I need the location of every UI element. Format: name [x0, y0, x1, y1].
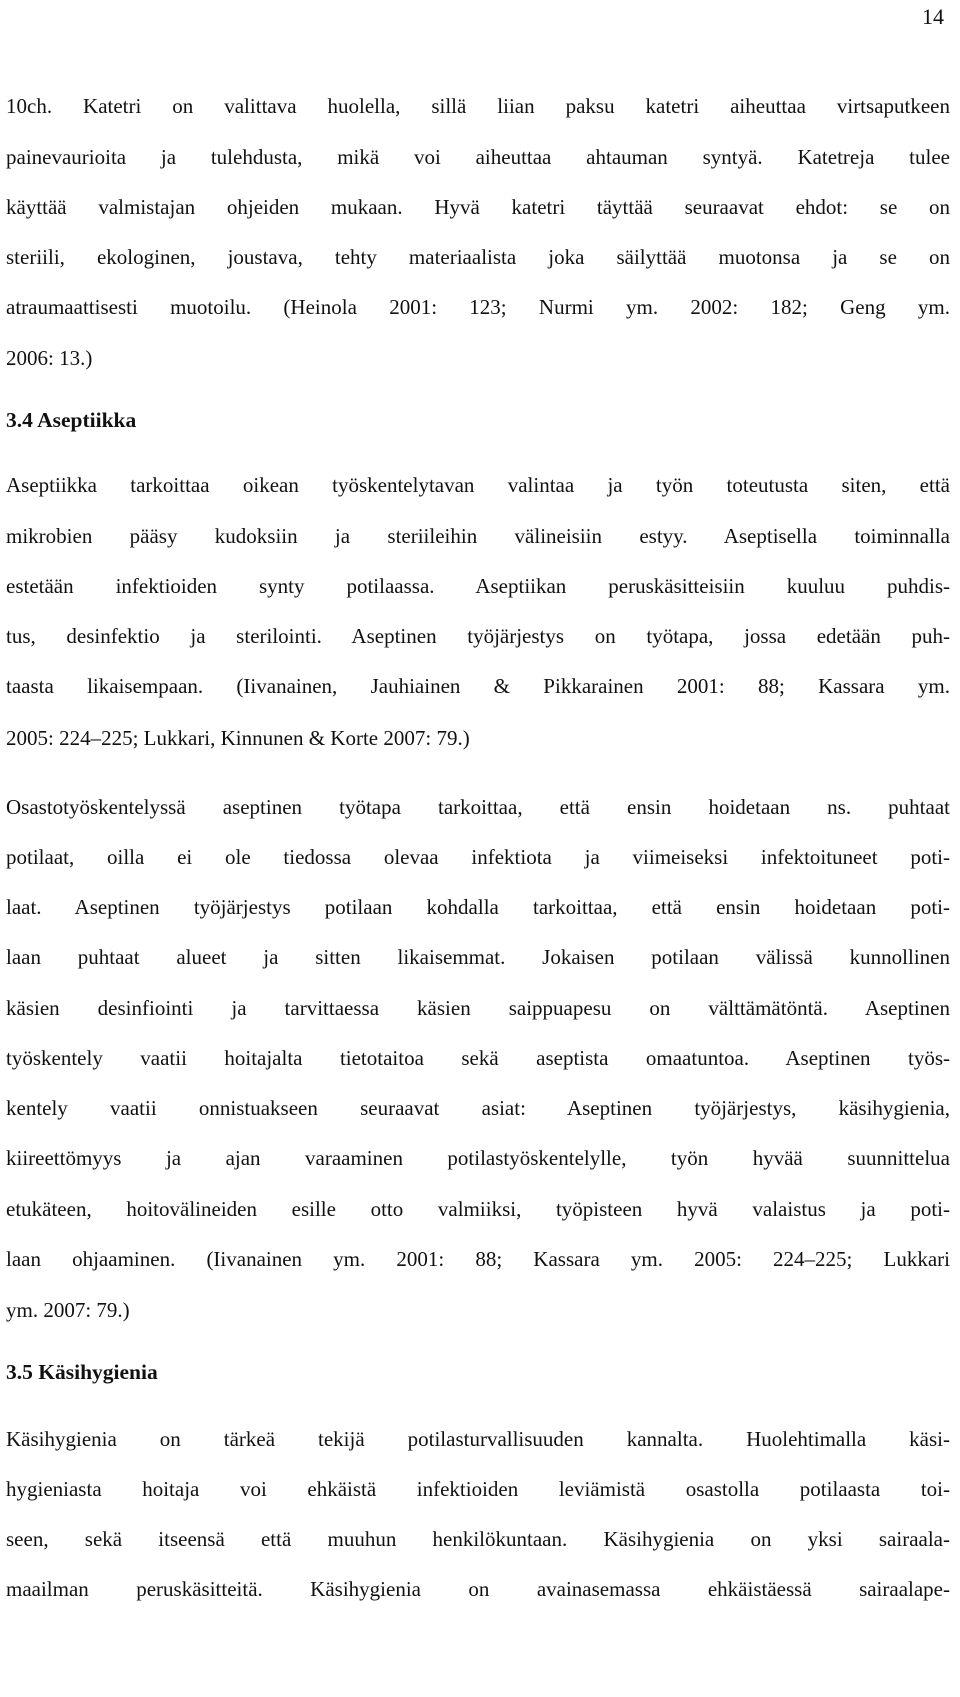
paragraph-4-line-3: seen, sekä itseensä että muuhun henkilökuntaan. Käsihygienia on yksi sairaala-	[6, 1527, 950, 1551]
paragraph-2-line-6: 2005: 224–225; Lukkari, Kinnunen & Korte 2007: 79.)	[6, 726, 470, 750]
paragraph-2-line-2: mikrobien pääsy kudoksiin ja steriileihin välineisiin estyy. Aseptisella toiminnalla	[6, 524, 950, 548]
paragraph-4-line-2: hygieniasta hoitaja voi ehkäistä infektioiden leviämistä osastolla potilaasta toi-	[6, 1477, 950, 1501]
paragraph-1-line-1: 10ch. Katetri on valittava huolella, sillä liian paksu katetri aiheuttaa virtsaputkeen	[6, 94, 950, 118]
paragraph-3-line-8: kiireettömyys ja ajan varaaminen potilastyöskentelylle, työn hyvää suunnittelua	[6, 1146, 950, 1170]
paragraph-3-line-3: laat. Aseptinen työjärjestys potilaan kohdalla tarkoittaa, että ensin hoidetaan poti-	[6, 895, 950, 919]
paragraph-3-line-7: kentely vaatii onnistuakseen seuraavat asiat: Aseptinen työjärjestys, käsihygienia,	[6, 1096, 950, 1120]
paragraph-3-line-11: ym. 2007: 79.)	[6, 1298, 130, 1322]
paragraph-1-line-4: steriili, ekologinen, joustava, tehty materiaalista joka säilyttää muotonsa ja se on	[6, 245, 950, 269]
paragraph-3-line-5: käsien desinfiointi ja tarvittaessa käsien saippuapesu on välttämätöntä. Aseptinen	[6, 996, 950, 1020]
paragraph-2-line-4: tus, desinfektio ja sterilointi. Aseptinen työjärjestys on työtapa, jossa edetään puh-	[6, 624, 950, 648]
section-heading-aseptiikka: 3.4 Aseptiikka	[6, 408, 137, 432]
paragraph-3-line-2: potilaat, oilla ei ole tiedossa olevaa infektiota ja viimeiseksi infektoituneet poti-	[6, 845, 950, 869]
paragraph-3-line-4: laan puhtaat alueet ja sitten likaisemmat. Jokaisen potilaan välissä kunnollinen	[6, 945, 950, 969]
page-number: 14	[922, 4, 944, 29]
paragraph-3-line-6: työskentely vaatii hoitajalta tietotaitoa sekä aseptista omaatuntoa. Aseptinen työs-	[6, 1046, 950, 1070]
paragraph-3-line-9: etukäteen, hoitovälineiden esille otto valmiiksi, työpisteen hyvä valaistus ja poti-	[6, 1197, 950, 1221]
paragraph-3-line-1: Osastotyöskentelyssä aseptinen työtapa tarkoittaa, että ensin hoidetaan ns. puhtaat	[6, 795, 950, 819]
section-heading-kasihygienia: 3.5 Käsihygienia	[6, 1360, 158, 1384]
paragraph-1-line-3: käyttää valmistajan ohjeiden mukaan. Hyvä katetri täyttää seuraavat ehdot: se on	[6, 195, 950, 219]
paragraph-2-line-5: taasta likaisempaan. (Iivanainen, Jauhiainen & Pikkarainen 2001: 88; Kassara ym.	[6, 674, 950, 698]
paragraph-1-line-5: atraumaattisesti muotoilu. (Heinola 2001: 123; Nurmi ym. 2002: 182; Geng ym.	[6, 295, 950, 319]
paragraph-4-line-1: Käsihygienia on tärkeä tekijä potilasturvallisuuden kannalta. Huolehtimalla käsi-	[6, 1427, 950, 1451]
paragraph-2-line-3: estetään infektioiden synty potilaassa. Aseptiikan peruskäsitteisiin kuuluu puhdis-	[6, 574, 950, 598]
paragraph-3-line-10: laan ohjaaminen. (Iivanainen ym. 2001: 88; Kassara ym. 2005: 224–225; Lukkari	[6, 1247, 950, 1271]
paragraph-2-line-1: Aseptiikka tarkoittaa oikean työskentelytavan valintaa ja työn toteutusta siten, että	[6, 473, 950, 497]
paragraph-4-line-4: maailman peruskäsitteitä. Käsihygienia on avainasemassa ehkäistäessä sairaalape-	[6, 1577, 950, 1601]
paragraph-1-line-6: 2006: 13.)	[6, 346, 93, 370]
paragraph-1-line-2: painevaurioita ja tulehdusta, mikä voi aiheuttaa ahtauman syntyä. Katetreja tulee	[6, 145, 950, 169]
